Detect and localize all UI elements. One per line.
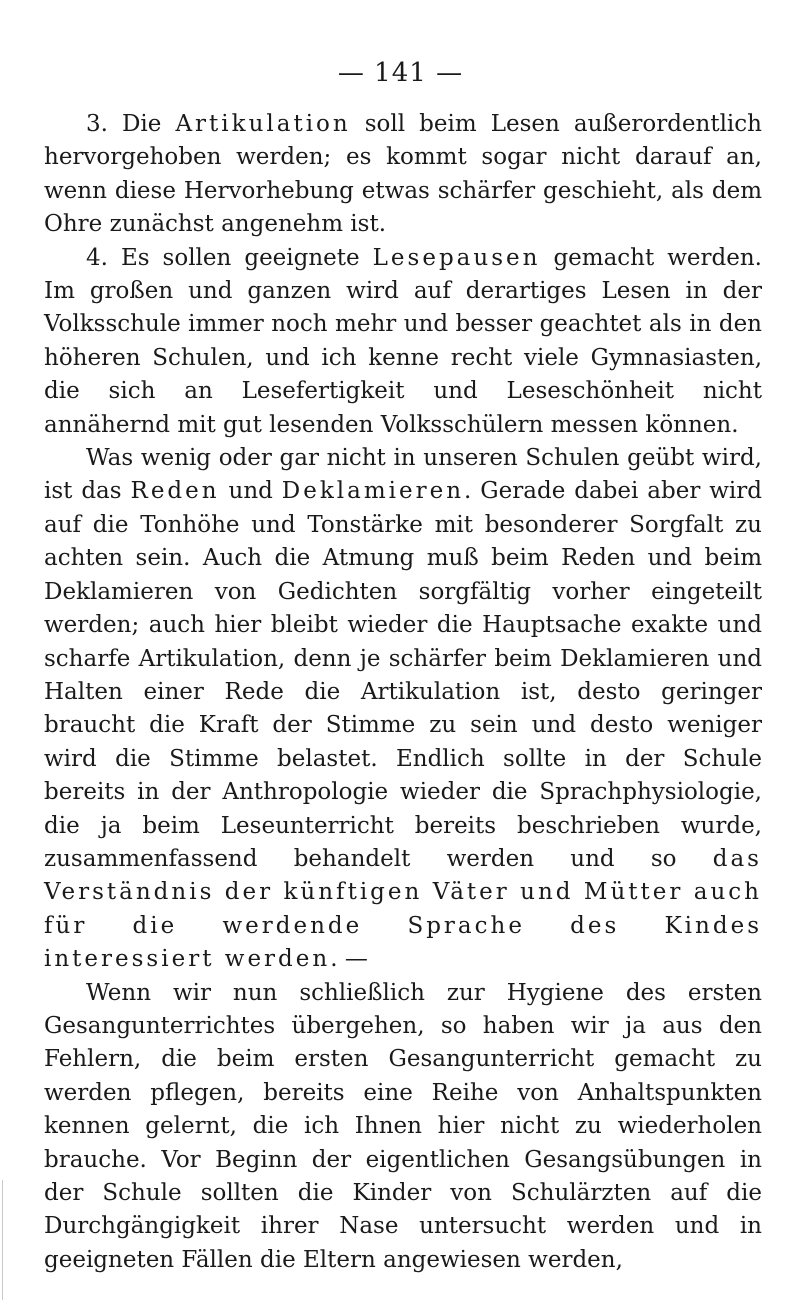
text-run: 4. Es sollen geeignete <box>86 244 373 271</box>
text-run: gemacht werden. Im großen und ganzen wird auf derartiges Lesen in der Volksschule immer noch mehr und besser geachtet als in den höheren Schulen, und ich kenne recht viele Gymnasiasten, die sich an Lesefertigkeit und Leseschönheit nicht annähernd mit gut lesenden Volksschülern messen können. <box>44 244 762 438</box>
page-edge-line <box>2 1180 3 1300</box>
emphasized-text: Artikulation <box>175 111 351 137</box>
paragraph-4 <box>44 977 762 1278</box>
text-run: . — <box>330 946 368 973</box>
text-run: Was wenig oder gar nicht in unseren Schulen geübt wird, ist das <box>44 445 762 505</box>
text-run: soll beim Lesen außerordentlich hervorgehoben werden; es kommt sogar nicht darauf an, wenn diese Hervorhebung etwas schärfer geschieht, als dem Ohre zunächst angenehm ist. <box>44 111 762 238</box>
emphasized-text: das Verständnis der künftigen Väter und Mütter auch für die werdende Sprache des Kindes interessiert werden <box>44 845 762 973</box>
paragraph-2 <box>44 242 762 442</box>
paragraph-3 <box>44 442 762 977</box>
text-run: 3. Die <box>86 111 176 137</box>
text-run: . Gerade dabei aber wird auf die Tonhöhe und Tonstärke mit besonderer Sorgfalt zu achten sein. Auch die Atmung muß beim Reden und beim Deklamieren von Gedichten sorgfältig vorher eingeteilt werden; auch hier bleibt wieder die Hauptsache exakte und scharfe Artikulation, denn je schärfer beim Deklamieren und Halten einer Rede die Artikulation ist, desto geringer braucht die Kraft der Stimme zu sein und desto weniger wird die Stimme belastet. Endlich sollte in der Schule bereits in der Anthropologie wieder die Sprachphysiologie, die ja beim Leseunterricht bereits beschrieben wurde, zusammenfassend behandelt werden und so <box>44 478 763 872</box>
emphasized-text: Lesepausen <box>372 244 541 271</box>
paragraph-1 <box>44 108 762 242</box>
text-run: Wenn wir nun schließlich zur Hygiene des ersten Gesangunterrichtes übergehen, so haben wir ja aus den Fehlern, die beim ersten Gesangunterricht gemacht zu werden pflegen, bereits eine Reihe von Anhaltspunkten kennen gelernt, die ich Ihnen hier nicht zu wiederholen brauche. Vor Beginn der eigentlichen Gesangsübungen in der Schule sollten die Kinder von Schulärzten auf die Durchgängigkeit ihrer Nase untersucht werden und in geeigneten Fällen die Eltern angewiesen werden, <box>44 979 762 1273</box>
text-run: und <box>219 478 282 505</box>
body-text <box>44 108 762 1277</box>
page-number: — 141 — <box>337 58 464 88</box>
emphasized-text: Reden <box>130 478 220 505</box>
emphasized-text: Deklamieren <box>281 478 465 505</box>
